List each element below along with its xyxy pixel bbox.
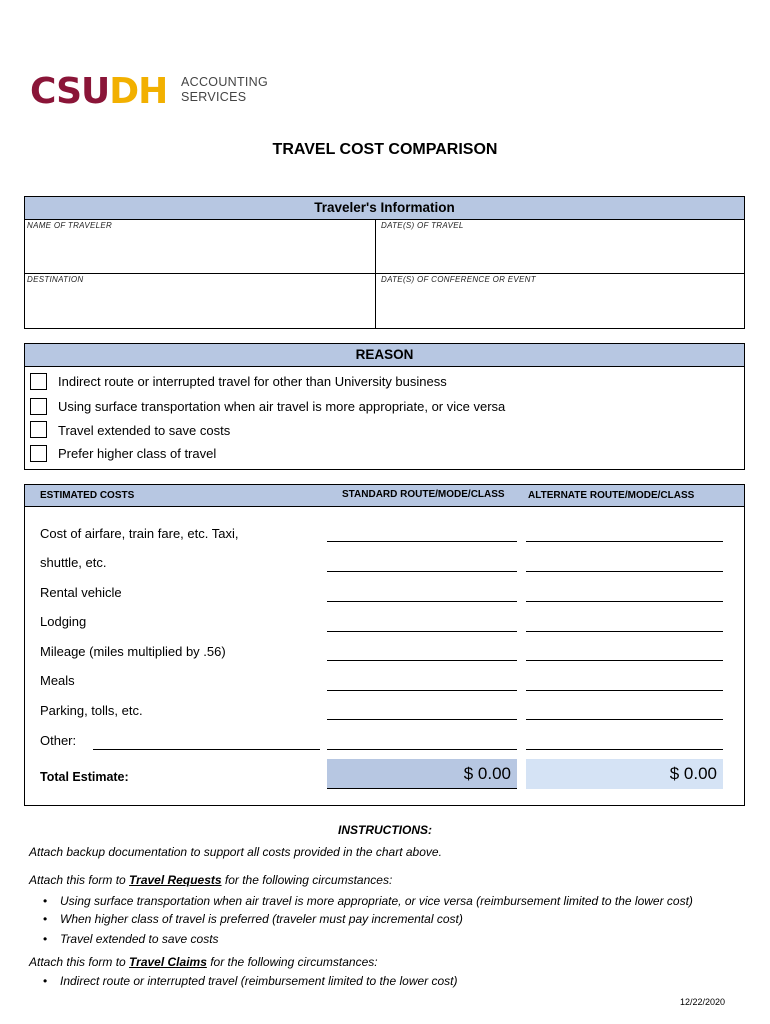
cost-row-rental-vehicle: Rental vehicle [40,585,122,600]
alternate-mileage-field[interactable] [526,660,723,661]
conference-dates-field[interactable] [379,285,741,325]
alternate-shuttle-field[interactable] [526,571,723,572]
footer-date: 12/22/2020 [680,997,726,1007]
standard-shuttle-field[interactable] [327,571,517,572]
cost-row-meals: Meals [40,673,75,688]
requests-suffix: for the following circumstances: [221,873,393,887]
logo-dh: DH [109,71,168,112]
reason-option-4: Prefer higher class of travel [58,446,217,461]
claims-suffix: for the following circumstances: [206,955,378,969]
alternate-rental-field[interactable] [526,601,723,602]
travel-claims-link[interactable]: Travel Claims [129,955,207,969]
name-of-traveler-label: NAME OF TRAVELER [27,221,113,230]
reason-option-1: Indirect route or interrupted travel for other than University business [58,374,447,389]
logo-subtitle [181,75,268,105]
requests-prefix: Attach this form to [29,873,130,887]
traveler-divider-vertical [375,219,376,329]
conference-dates-label: DATE(S) OF CONFERENCE OR EVENT [381,275,536,284]
reason-checkbox-3[interactable] [30,421,47,438]
reason-box [24,343,745,470]
instructions-heading: INSTRUCTIONS: [338,823,432,837]
reason-option-3: Travel extended to save costs [58,423,231,438]
standard-rental-field[interactable] [327,601,517,602]
standard-mileage-field[interactable] [327,660,517,661]
cost-row-lodging: Lodging [40,614,87,629]
page-title: TRAVEL COST COMPARISON [272,141,498,158]
dates-of-travel-field[interactable] [379,231,741,271]
logo-csu: CSU [30,71,110,112]
dates-of-travel-label: DATE(S) OF TRAVEL [381,221,464,230]
alternate-lodging-field[interactable] [526,631,723,632]
reason-checkbox-1[interactable] [30,373,47,390]
csudh-logo [30,72,167,112]
request-bullet-2: • When higher class of travel is preferred (traveler must pay incremental cost) [60,912,463,926]
destination-field[interactable] [27,285,372,325]
standard-other-field[interactable] [327,749,517,750]
standard-meals-field[interactable] [327,690,517,691]
traveler-info-header: Traveler's Information [25,197,744,220]
total-estimate-label: Total Estimate: [40,770,129,784]
logo-subtitle-line2: SERVICES [181,90,247,104]
cost-row-other: Other: [40,733,77,748]
alternate-route-column-header: ALTERNATE ROUTE/MODE/CLASS [528,490,695,501]
request-bullet-1: • Using surface transportation when air travel is more appropriate, or vice versa (reimbursement limited to the lower cost) [60,894,693,908]
reason-checkbox-2[interactable] [30,398,47,415]
alternate-other-field[interactable] [526,749,723,750]
alternate-parking-field[interactable] [526,719,723,720]
alternate-meals-field[interactable] [526,690,723,691]
traveler-divider-horizontal [25,273,744,274]
destination-label: DESTINATION [27,275,84,284]
logo-subtitle-line1: ACCOUNTING [181,75,269,89]
cost-row-shuttle: shuttle, etc. [40,555,107,570]
claims-prefix: Attach this form to [29,955,130,969]
standard-route-column-header: STANDARD ROUTE/MODE/CLASS [342,489,505,500]
instructions-requests-line [29,873,392,887]
alternate-airfare-field[interactable] [526,541,723,542]
alternate-total-value: $ 0.00 [526,759,723,789]
claim-bullet-1: • Indirect route or interrupted travel (reimbursement limited to the lower cost) [60,974,458,988]
estimated-costs-label: ESTIMATED COSTS [40,490,135,501]
standard-total-value: $ 0.00 [327,759,517,789]
name-of-traveler-field[interactable] [27,231,372,271]
cost-row-airfare: Cost of airfare, train fare, etc. Taxi, [40,526,239,541]
estimated-costs-box [24,484,745,806]
other-description-field[interactable] [93,749,320,750]
traveler-info-box [24,196,745,329]
standard-lodging-field[interactable] [327,631,517,632]
cost-row-mileage: Mileage (miles multiplied by .56) [40,644,226,659]
instructions-claims-line [29,955,378,969]
instructions-line-1: Attach backup documentation to support all costs provided in the chart above. [29,845,442,859]
reason-header: REASON [25,344,744,367]
standard-airfare-field[interactable] [327,541,517,542]
travel-requests-link[interactable]: Travel Requests [129,873,222,887]
reason-option-2: Using surface transportation when air travel is more appropriate, or vice versa [58,399,506,414]
reason-checkbox-4[interactable] [30,445,47,462]
standard-parking-field[interactable] [327,719,517,720]
cost-row-parking: Parking, tolls, etc. [40,703,143,718]
request-bullet-3: • Travel extended to save costs [60,932,219,946]
